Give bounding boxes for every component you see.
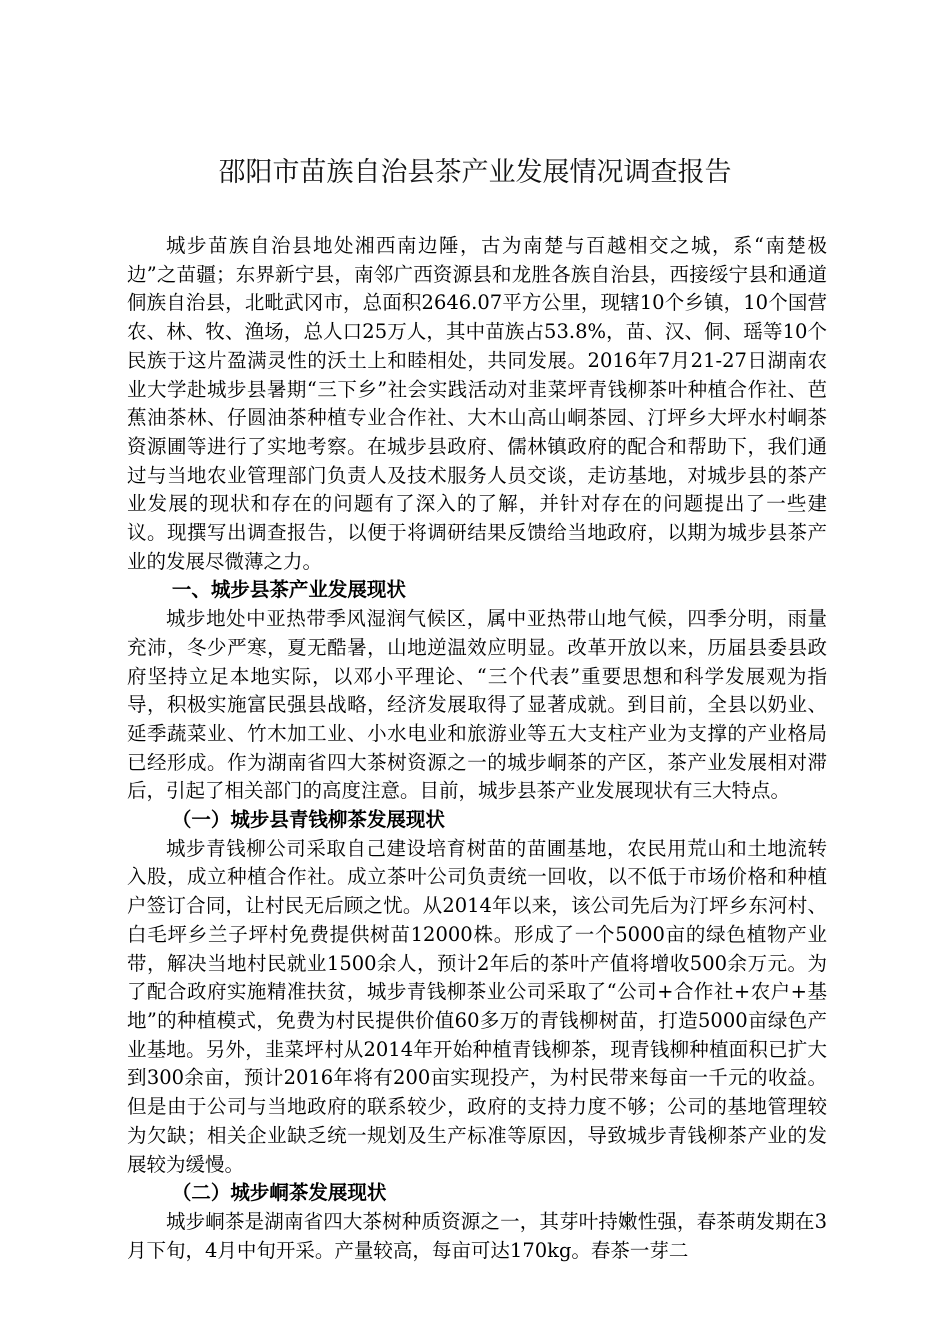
subsection-heading-2: （二）城步峒茶发展现状	[171, 1181, 387, 1205]
subsection-heading-1: （一）城步县青钱柳茶发展现状	[171, 808, 445, 832]
document-body	[127, 232, 827, 1265]
section-heading-1: 一、城步县茶产业发展现状	[171, 578, 406, 602]
subsection-2-paragraph: 城步峒茶是湖南省四大茶树种质资源之一，其芽叶持嫩性强，春茶萌发期在3月下旬，4月中旬开采。产量较高，每亩可达170kg。春茶一芽二	[127, 1209, 827, 1262]
document-title: 邵阳市苗族自治县茶产业发展情况调查报告	[218, 157, 732, 188]
intro-paragraph: 城步苗族自治县地处湘西南边陲，古为南楚与百越相交之城，系“南楚极边”之苗疆；东界新宁县，南邻广西资源县和龙胜各族自治县，西接绥宁县和通道侗族自治县，北毗武冈市，总面积2646.07平方公里，现辖10个乡镇，10个国营农、林、牧、渔场，总人口25万人，其中苗族占53.8%，苗、汉、侗、瑶等10个民族于这片盈满灵性的沃土上和睦相处，共同发展。2016年7月21-27日湖南农业大学赴城步县暑期“三下乡”社会实践活动对韭菜坪青钱柳茶叶种植合作社、芭蕉油茶林、仔圆油茶种植专业合作社、大木山高山峒茶园、汀坪乡大坪水村峒茶资源圃等进行了实地考察。在城步县政府、儒林镇政府的配合和帮助下，我们通过与当地农业管理部门负责人及技术服务人员交谈，走访基地，对城步县的茶产业发展的现状和存在的问题有了深入的了解，并针对存在的问题提出了一些建议。现撰写出调查报告，以便于将调研结果反馈给当地政府，以期为城步县茶产业的发展尽微薄之力。	[127, 234, 827, 573]
subsection-1-paragraph: 城步青钱柳公司采取自己建设培育树苗的苗圃基地，农民用荒山和土地流转入股，成立种植合作社。成立茶叶公司负责统一回收，以不低于市场价格和种植户签订合同，让村民无后顾之忧。从2014年以来，该公司先后为汀坪乡东河村、白毛坪乡兰子坪村免费提供树苗12000株。形成了一个5000亩的绿色植物产业带，解决当地村民就业1500余人，预计2年后的茶叶产值将增收500余万元。为了配合政府实施精准扶贫，城步青钱柳茶业公司采取了“公司+合作社+农户+基地”的种植模式，免费为村民提供价值60多万的青钱柳树苗，打造5000亩绿色产业基地。另外，韭菜坪村从2014年开始种植青钱柳茶，现青钱柳种植面积已扩大到300余亩，预计2016年将有200亩实现投产，为村民带来每亩一千元的收益。但是由于公司与当地政府的联系较少，政府的支持力度不够；公司的基地管理较为欠缺；相关企业缺乏统一规划及生产标准等原因，导致城步青钱柳茶产业的发展较为缓慢。	[127, 836, 827, 1176]
section-1-paragraph: 城步地处中亚热带季风湿润气候区，属中亚热带山地气候，四季分明，雨量充沛，冬少严寒，夏无酷暑，山地逆温效应明显。改革开放以来，历届县委县政府坚持立足本地实际，以邓小平理论、“三个代表”重要思想和科学发展观为指导，积极实施富民强县战略，经济发展取得了显著成就。到目前，全县以奶业、延季蔬菜业、竹木加工业、小水电业和旅游业等五大支柱产业为支撑的产业格局已经形成。作为湖南省四大茶树资源之一的城步峒茶的产区，茶产业发展相对滞后，引起了相关部门的高度注意。目前，城步县茶产业发展现状有三大特点。	[127, 607, 827, 803]
